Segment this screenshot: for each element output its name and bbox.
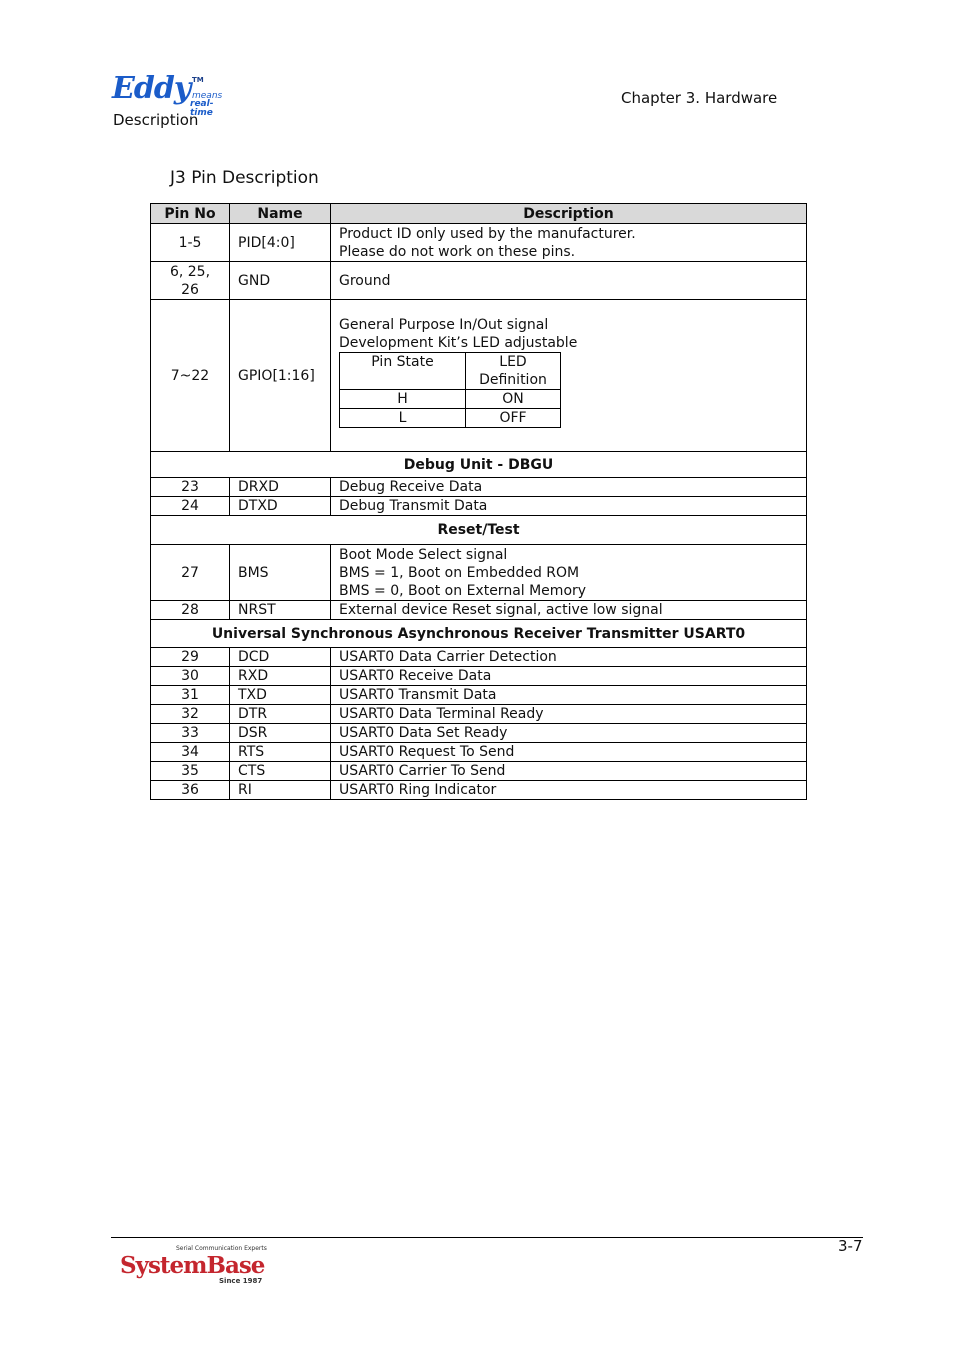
desc-cell: USART0 Transmit Data [331,686,807,705]
desc-line: Please do not work on these pins. [339,243,576,260]
desc-cell: USART0 Carrier To Send [331,762,807,781]
header-pin-no: Pin No [151,204,230,224]
desc-line: Boot Mode Select signal [339,546,508,563]
pin-cell: 31 [151,686,230,705]
table-row [151,224,807,262]
table-row [151,497,807,516]
table-row [151,478,807,497]
table-row [151,262,807,300]
name-cell: CTS [230,762,331,781]
header-description: Description [113,111,199,129]
name-cell: BMS [230,545,331,601]
pin-cell: 32 [151,705,230,724]
desc-cell: Debug Transmit Data [331,497,807,516]
name-cell: DSR [230,724,331,743]
section-label: Universal Synchronous Asynchronous Receiver Transmitter USART0 [151,620,807,648]
table-header-row [151,204,807,224]
desc-cell [331,545,807,601]
pin-cell: 24 [151,497,230,516]
systembase-wordmark: SystemBase [120,1252,265,1279]
pin-cell: 1-5 [151,224,230,262]
footer-divider [111,1237,863,1238]
name-cell: RTS [230,743,331,762]
table-row [151,648,807,667]
pin-table [150,203,807,800]
desc-cell: USART0 Data Terminal Ready [331,705,807,724]
pin-cell: 28 [151,601,230,620]
systembase-tagline: Serial Communication Experts [176,1245,267,1252]
section-label: Debug Unit - DBGU [151,452,807,478]
section-row-usart [151,620,807,648]
inner-header-line: Definition [479,372,547,388]
led-state-table [339,352,561,428]
pin-cell: 36 [151,781,230,800]
pin-cell: 35 [151,762,230,781]
header-description: Description [331,204,807,224]
desc-line: Development Kit’s LED adjustable [339,335,578,351]
table-row [151,781,807,800]
systembase-since: Since 1987 [219,1277,263,1285]
inner-cell: L [340,409,466,428]
table-row [151,705,807,724]
eddy-logo-word: Eddy [112,71,191,106]
name-cell: DTR [230,705,331,724]
name-cell: DCD [230,648,331,667]
desc-line: BMS = 0, Boot on External Memory [339,582,587,599]
pin-cell: 30 [151,667,230,686]
eddy-logo [112,71,223,118]
inner-header-led-definition [466,353,561,390]
pin-cell: 29 [151,648,230,667]
inner-cell: ON [466,390,561,409]
eddy-logo-realtime: real-time [190,99,214,118]
eddy-logo-tm: TM [192,76,204,84]
inner-header-pin-state: Pin State [340,353,466,390]
desc-cell: USART0 Data Carrier Detection [331,648,807,667]
name-cell: TXD [230,686,331,705]
desc-cell: USART0 Ring Indicator [331,781,807,800]
inner-cell: OFF [466,409,561,428]
section-title: J3 Pin Description [170,168,319,188]
name-cell: DRXD [230,478,331,497]
page-number: 3-7 [838,1237,863,1255]
desc-line: General Purpose In/Out signal [339,317,549,333]
desc-cell: External device Reset signal, active low signal [331,601,807,620]
desc-cell: Debug Receive Data [331,478,807,497]
name-cell: GND [230,262,331,300]
name-cell: DTXD [230,497,331,516]
table-row [151,300,807,452]
section-row-reset [151,516,807,545]
inner-row [340,390,561,409]
pin-line: 26 [181,281,199,298]
inner-header-row [340,353,561,390]
table-row [151,667,807,686]
name-cell: GPIO[1:16] [230,300,331,452]
desc-cell: USART0 Receive Data [331,667,807,686]
inner-cell: H [340,390,466,409]
table-row [151,601,807,620]
desc-cell [331,300,807,452]
header-name: Name [230,204,331,224]
inner-header-line: LED [499,354,527,370]
desc-cell: Ground [331,262,807,300]
desc-line: Product ID only used by the manufacturer. [339,225,636,242]
table-row [151,724,807,743]
pin-cell: 27 [151,545,230,601]
table-row [151,686,807,705]
pin-cell [151,262,230,300]
table-row [151,762,807,781]
section-row-dbgu [151,452,807,478]
desc-cell [331,224,807,262]
desc-cell: USART0 Data Set Ready [331,724,807,743]
table-row [151,743,807,762]
desc-line: BMS = 1, Boot on Embedded ROM [339,564,580,581]
table-row [151,545,807,601]
pin-line: 6, 25, [169,263,211,280]
pin-cell: 34 [151,743,230,762]
section-label: Reset/Test [151,516,807,545]
name-cell: NRST [230,601,331,620]
inner-row [340,409,561,428]
pin-cell: 23 [151,478,230,497]
pin-cell: 7~22 [151,300,230,452]
name-cell: RXD [230,667,331,686]
name-cell: RI [230,781,331,800]
chapter-title: Chapter 3. Hardware [621,89,778,107]
desc-cell: USART0 Request To Send [331,743,807,762]
name-cell: PID[4:0] [230,224,331,262]
pin-cell: 33 [151,724,230,743]
eddy-logo-means: means [192,91,223,101]
